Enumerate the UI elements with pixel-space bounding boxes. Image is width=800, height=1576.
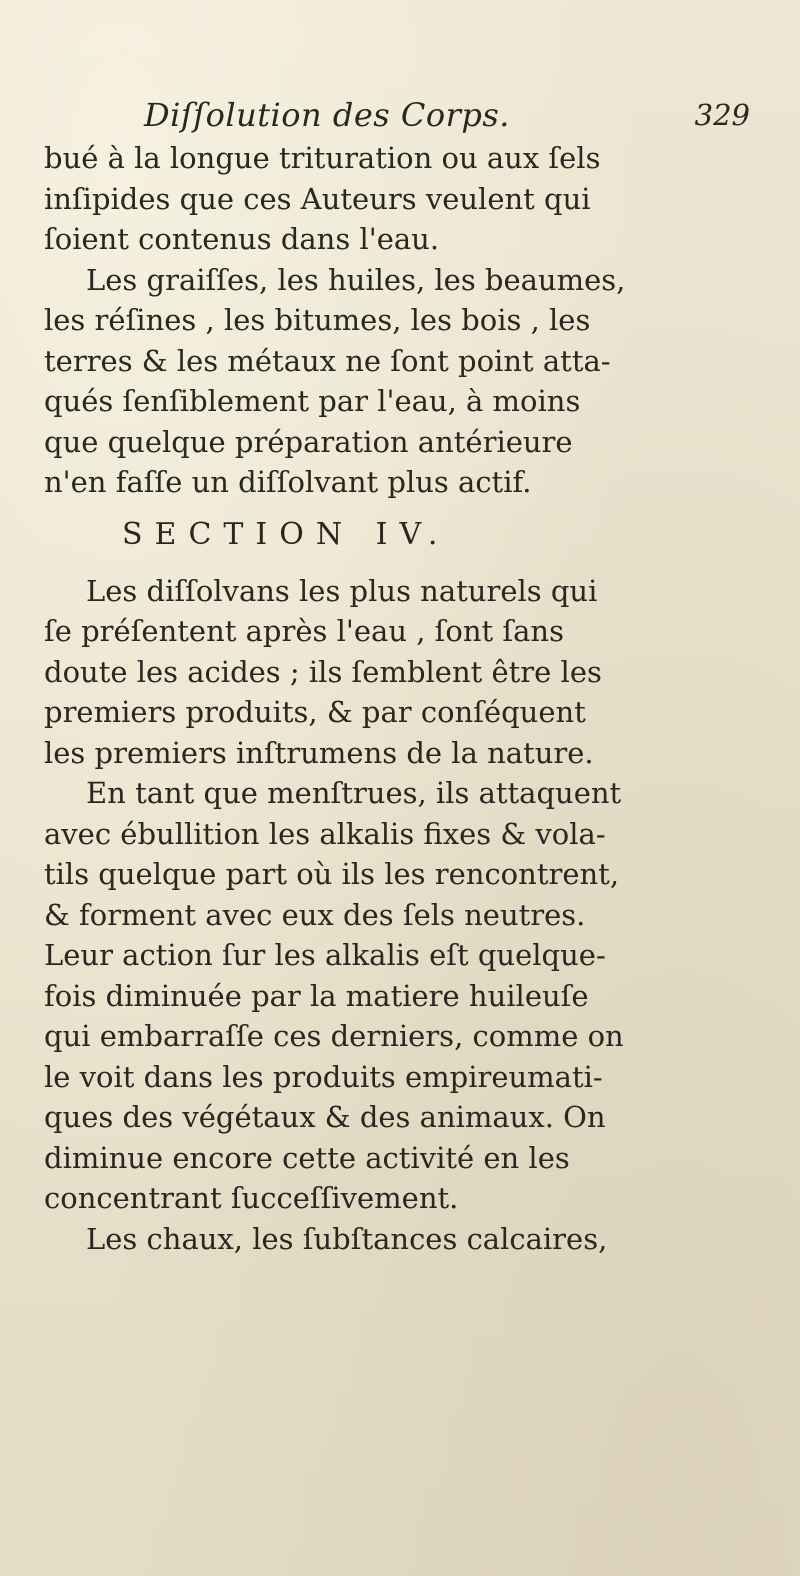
text-line: inſipides que ces Auteurs veulent qui (44, 181, 591, 216)
section-heading: SECTION IV. (122, 516, 450, 552)
text-line: doute les acides ; ils ſemblent être les (44, 654, 602, 689)
text-line: les réſines , les bitumes, les bois , les (44, 303, 591, 337)
page-number: 329 (694, 98, 750, 132)
text-line: Les diſſolvans les plus naturels qui (86, 573, 598, 608)
running-head (60, 96, 750, 136)
text-line: En tant que menſtrues, ils attaquent (86, 776, 622, 810)
text-line: ſoient contenus dans l'eau. (44, 222, 440, 256)
text-line: Les graiſſes, les huiles, les beaumes, (86, 262, 626, 297)
text-line: ſe préſentent après l'eau , ſont ſans (44, 614, 564, 648)
text-line: terres & les métaux ne ſont point atta- (44, 343, 611, 378)
text-line: que quelque préparation antérieure (44, 424, 573, 459)
text-line: ques des végétaux & des animaux. On (44, 1100, 606, 1134)
text-line: & forment avec eux des ſels neutres. (44, 897, 586, 932)
text-line: les premiers inſtrumens de la nature. (44, 735, 594, 770)
text-line: bué à la longue trituration ou aux ſels (44, 141, 601, 175)
text-line: Leur action ſur les alkalis eſt quelque- (44, 938, 606, 972)
text-line: premiers produits, & par conſéquent (44, 695, 586, 729)
text-line: n'en faſſe un diſſolvant plus actif. (44, 465, 532, 499)
text-line: concentrant ſucceſſivement. (44, 1181, 459, 1215)
running-title: Diſſolution des Corps. (144, 96, 510, 134)
text-line: avec ébullition les alkalis fixes & vola- (44, 816, 606, 851)
text-line: le voit dans les produits empireumati- (44, 1059, 603, 1094)
text-line: tils quelque part où ils les rencontrent, (44, 857, 620, 891)
text-line: diminue encore cette activité en les (44, 1140, 570, 1175)
text-line: fois diminuée par la matiere huileuſe (44, 978, 589, 1013)
text-line: qui embarraſſe ces derniers, comme on (44, 1019, 624, 1053)
text-line: Les chaux, les ſubſtances calcaires, (86, 1221, 608, 1256)
body-text (44, 138, 764, 1259)
text-line: qués ſenſiblement par l'eau, à moins (44, 384, 581, 418)
